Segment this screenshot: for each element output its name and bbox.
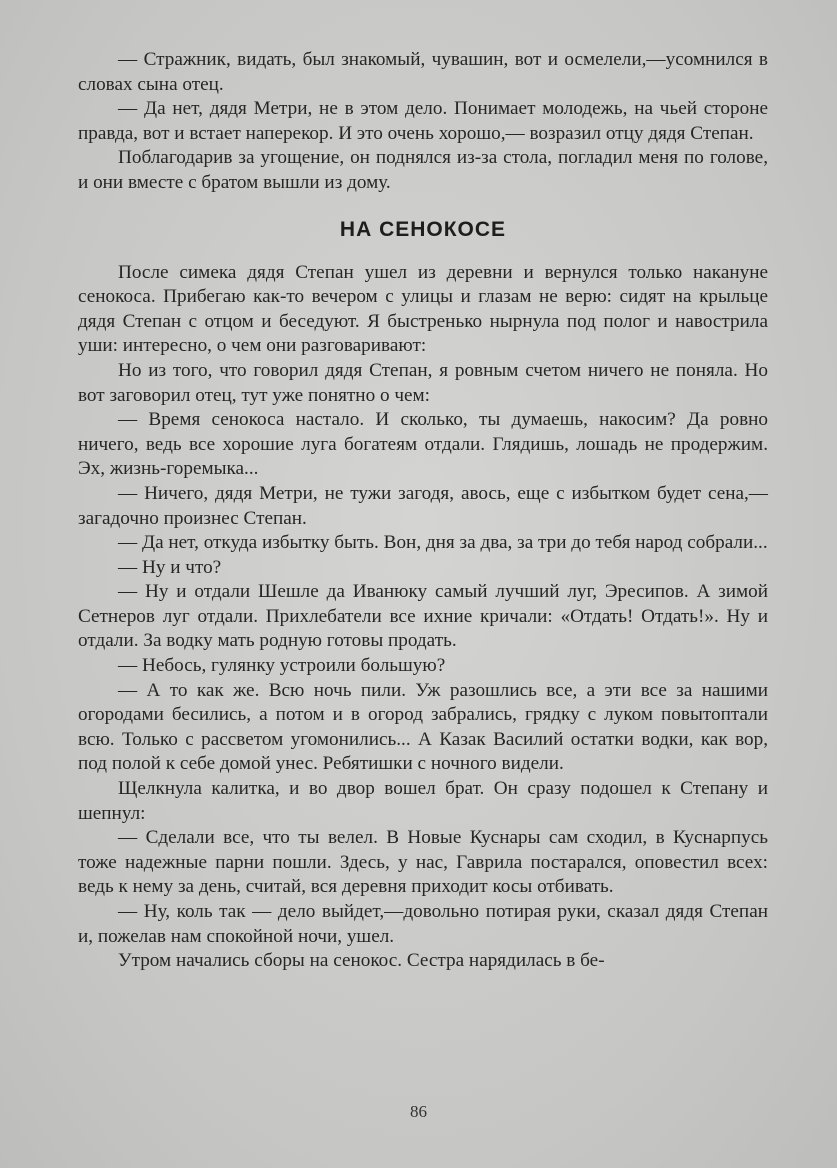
paragraph: — Ну и что? bbox=[118, 556, 222, 578]
paragraph: — Ну, коль так — дело выйдет,—довольно потирая руки, сказал дядя Степан и, пожелав нам спокойной ночи, ушел. bbox=[78, 901, 768, 947]
page-number: 86 bbox=[410, 1102, 427, 1121]
paragraph: — Сделали все, что ты велел. В Новые Куснары сам сходил, в Куснарпусь тоже надежные парни пошли. Здесь, у нас, Гаврила постарался, оповестил всех: ведь к нему за день, считай, вся деревня приходит косы отбивать. bbox=[78, 827, 768, 898]
paragraph: Щелкнула калитка, и во двор вошел брат. Он сразу подошел к Степану и шепнул: bbox=[78, 778, 768, 824]
paragraph: Но из того, что говорил дядя Степан, я ровным счетом ничего не поняла. Но вот заговорил отец, тут уже понятно о чем: bbox=[78, 359, 768, 406]
paragraph: — Время сенокоса настало. И сколько, ты думаешь, накосим? Да ровно ничего, ведь все хорошие луга богатеям отдали. Глядишь, лошадь не продержим. Эх, жизнь-горемыка... bbox=[78, 409, 768, 480]
paragraph: Поблагодарив за угощение, он поднялся из-за стола, погладил меня по голове, и они вместе с братом вышли из дому. bbox=[78, 147, 768, 193]
paragraph: — А то как же. Всю ночь пили. Уж разошлись все, а эти все за нашими огородами бесились, а потом и в огород забрались, грядку с луком повытоптали всю. Только с рассветом угомонились... А Казак Василий остатки водки, как вор, под полой к себе домой унес. Ребятишки с ночного видели. bbox=[78, 679, 768, 775]
paragraph: — Да нет, откуда избытку быть. Вон, дня за два, за три до тебя народ собрали... bbox=[118, 532, 768, 554]
paragraph: — Стражник, видать, был знакомый, чувашин, вот и осмелели,—усомнился в словах сына отец. bbox=[78, 49, 768, 95]
page-body bbox=[78, 48, 768, 974]
section-title: НА СЕНОКОСЕ bbox=[339, 217, 507, 241]
paragraph: Утром начались сборы на сенокос. Сестра нарядилась в бе- bbox=[118, 950, 605, 972]
paragraph: — Ну и отдали Шешле да Иванюку самый лучший луг, Эресипов. А зимой Сетнеров луг отдали. Прихлебатели все ихние кричали: «Отдать! Отдать!». Ну и отдали. За водку мать родную готовы продать. bbox=[78, 581, 768, 652]
paragraph: — Небось, гулянку устроили большую? bbox=[118, 655, 446, 677]
paragraph: — Да нет, дядя Метри, не в этом дело. Понимает молодежь, на чьей стороне правда, вот и встает наперекор. И это очень хорошо,— возразил отцу дядя Степан. bbox=[78, 98, 768, 144]
paragraph: После симека дядя Степан ушел из деревни и вернулся только накануне сенокоса. Прибегаю как-то вечером с улицы и глазам не верю: сидят на крыльце дядя Степан с отцом и беседуют. Я быстренько нырнула под полог и навострила уши: интересно, о чем они разговаривают: bbox=[78, 261, 768, 357]
paragraph: — Ничего, дядя Метри, не тужи загодя, авось, еще с избытком будет сена,—загадочно произнес Степан. bbox=[78, 482, 768, 529]
